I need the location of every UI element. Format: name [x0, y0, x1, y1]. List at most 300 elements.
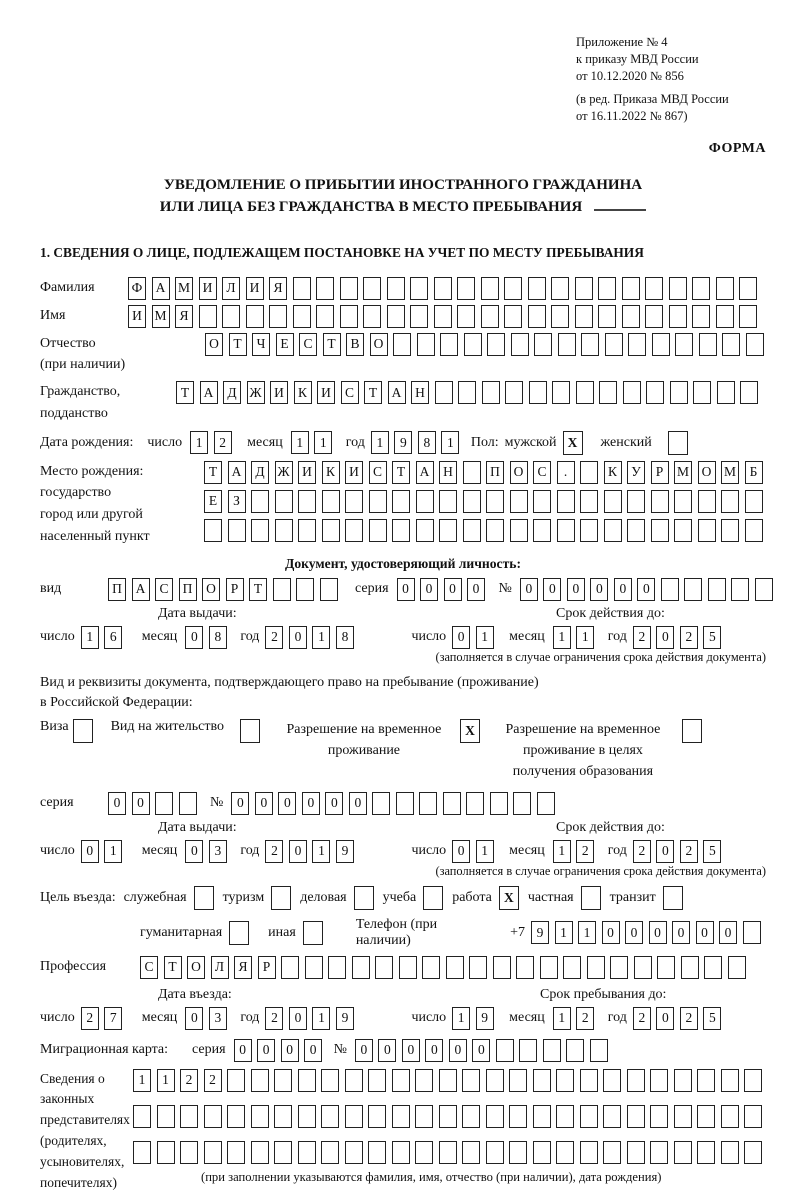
char-cell[interactable] [321, 1141, 339, 1164]
char-cell[interactable] [396, 792, 414, 815]
char-cell[interactable] [322, 490, 340, 513]
char-cell[interactable]: О [187, 956, 205, 979]
char-cell[interactable]: К [322, 461, 340, 484]
char-cell[interactable]: 3 [209, 1007, 227, 1030]
char-cell[interactable]: 7 [104, 1007, 122, 1030]
char-cell[interactable] [519, 1039, 537, 1062]
char-cell[interactable] [580, 1105, 598, 1128]
char-cell[interactable] [650, 1141, 668, 1164]
char-cell[interactable]: Л [211, 956, 229, 979]
char-cell[interactable] [675, 333, 693, 356]
char-cell[interactable]: С [155, 578, 173, 601]
char-cell[interactable]: Т [229, 333, 247, 356]
char-cell[interactable] [393, 333, 411, 356]
char-cell[interactable] [464, 333, 482, 356]
char-cell[interactable] [251, 1069, 269, 1092]
char-cell[interactable] [439, 1105, 457, 1128]
char-cell[interactable]: 2 [680, 840, 698, 863]
char-cell[interactable] [697, 1105, 715, 1128]
char-cell[interactable]: 1 [553, 840, 571, 863]
char-cell[interactable] [392, 1069, 410, 1092]
char-cell[interactable] [481, 277, 499, 300]
char-cell[interactable] [627, 490, 645, 513]
char-cell[interactable]: С [533, 461, 551, 484]
char-cell[interactable]: 1 [441, 431, 459, 454]
char-cell[interactable]: О [370, 333, 388, 356]
char-cell[interactable]: 0 [302, 792, 320, 815]
char-cell[interactable]: Е [204, 490, 222, 513]
char-cell[interactable] [251, 519, 269, 542]
char-cell[interactable] [510, 490, 528, 513]
char-cell[interactable] [605, 333, 623, 356]
char-cell[interactable] [227, 1141, 245, 1164]
char-cell[interactable]: 3 [209, 840, 227, 863]
purpose-private-checkbox[interactable] [581, 886, 601, 910]
char-cell[interactable] [623, 381, 641, 404]
char-cell[interactable]: 0 [185, 840, 203, 863]
char-cell[interactable] [340, 305, 358, 328]
char-cell[interactable]: 9 [394, 431, 412, 454]
char-cell[interactable]: 8 [209, 626, 227, 649]
char-cell[interactable]: А [228, 461, 246, 484]
char-cell[interactable] [670, 381, 688, 404]
char-cell[interactable]: Т [249, 578, 267, 601]
char-cell[interactable] [463, 490, 481, 513]
char-cell[interactable]: П [179, 578, 197, 601]
char-cell[interactable] [439, 1069, 457, 1092]
char-cell[interactable] [504, 305, 522, 328]
char-cell[interactable] [293, 277, 311, 300]
char-cell[interactable] [575, 277, 593, 300]
char-cell[interactable] [387, 277, 405, 300]
char-cell[interactable]: 9 [476, 1007, 494, 1030]
char-cell[interactable] [516, 956, 534, 979]
char-cell[interactable]: А [200, 381, 218, 404]
char-cell[interactable]: 0 [614, 578, 632, 601]
sex-male-checkbox[interactable]: X [563, 431, 583, 455]
char-cell[interactable]: О [510, 461, 528, 484]
char-cell[interactable] [375, 956, 393, 979]
purpose-business-checkbox[interactable] [194, 886, 214, 910]
char-cell[interactable] [496, 1039, 514, 1062]
char-cell[interactable] [622, 277, 640, 300]
char-cell[interactable]: 2 [576, 1007, 594, 1030]
char-cell[interactable] [721, 1105, 739, 1128]
char-cell[interactable] [298, 490, 316, 513]
char-cell[interactable] [509, 1105, 527, 1128]
char-cell[interactable] [493, 956, 511, 979]
char-cell[interactable]: 0 [132, 792, 150, 815]
char-cell[interactable] [274, 1141, 292, 1164]
char-cell[interactable]: . [557, 461, 575, 484]
char-cell[interactable] [627, 1069, 645, 1092]
char-cell[interactable] [466, 792, 484, 815]
char-cell[interactable]: Т [323, 333, 341, 356]
char-cell[interactable] [513, 792, 531, 815]
char-cell[interactable] [227, 1105, 245, 1128]
char-cell[interactable] [204, 519, 222, 542]
char-cell[interactable] [227, 1069, 245, 1092]
char-cell[interactable] [580, 1141, 598, 1164]
char-cell[interactable]: 1 [576, 626, 594, 649]
char-cell[interactable] [731, 578, 749, 601]
char-cell[interactable] [434, 277, 452, 300]
char-cell[interactable] [697, 1141, 715, 1164]
char-cell[interactable]: О [202, 578, 220, 601]
char-cell[interactable] [721, 490, 739, 513]
char-cell[interactable] [533, 490, 551, 513]
char-cell[interactable]: 2 [265, 1007, 283, 1030]
char-cell[interactable]: 0 [696, 921, 714, 944]
char-cell[interactable] [657, 956, 675, 979]
char-cell[interactable]: 6 [104, 626, 122, 649]
char-cell[interactable] [345, 519, 363, 542]
char-cell[interactable]: Т [364, 381, 382, 404]
char-cell[interactable] [368, 1141, 386, 1164]
purpose-humanitarian-checkbox[interactable] [229, 921, 249, 945]
char-cell[interactable]: 0 [402, 1039, 420, 1062]
char-cell[interactable] [603, 1141, 621, 1164]
char-cell[interactable] [669, 305, 687, 328]
char-cell[interactable] [650, 1069, 668, 1092]
char-cell[interactable] [528, 305, 546, 328]
char-cell[interactable] [340, 277, 358, 300]
char-cell[interactable]: 2 [81, 1007, 99, 1030]
char-cell[interactable]: 2 [633, 1007, 651, 1030]
char-cell[interactable]: 5 [703, 626, 721, 649]
char-cell[interactable]: 1 [553, 1007, 571, 1030]
char-cell[interactable] [744, 1069, 762, 1092]
char-cell[interactable] [509, 1141, 527, 1164]
char-cell[interactable]: 0 [355, 1039, 373, 1062]
char-cell[interactable]: И [246, 277, 264, 300]
char-cell[interactable] [458, 381, 476, 404]
char-cell[interactable]: 0 [444, 578, 462, 601]
char-cell[interactable]: 0 [520, 578, 538, 601]
char-cell[interactable] [486, 1069, 504, 1092]
char-cell[interactable]: М [152, 305, 170, 328]
char-cell[interactable] [457, 305, 475, 328]
char-cell[interactable] [469, 956, 487, 979]
char-cell[interactable] [179, 792, 197, 815]
char-cell[interactable] [372, 792, 390, 815]
char-cell[interactable] [368, 1069, 386, 1092]
char-cell[interactable]: Б [745, 461, 763, 484]
char-cell[interactable]: Р [258, 956, 276, 979]
char-cell[interactable]: 5 [703, 840, 721, 863]
char-cell[interactable] [345, 1069, 363, 1092]
char-cell[interactable] [674, 519, 692, 542]
char-cell[interactable] [298, 519, 316, 542]
purpose-other-checkbox[interactable] [303, 921, 323, 945]
char-cell[interactable] [537, 792, 555, 815]
char-cell[interactable] [650, 1105, 668, 1128]
char-cell[interactable]: Т [204, 461, 222, 484]
char-cell[interactable]: 2 [633, 840, 651, 863]
char-cell[interactable]: И [298, 461, 316, 484]
char-cell[interactable]: 0 [467, 578, 485, 601]
char-cell[interactable] [345, 1141, 363, 1164]
char-cell[interactable] [462, 1141, 480, 1164]
char-cell[interactable] [598, 305, 616, 328]
visa-checkbox[interactable] [73, 719, 93, 743]
char-cell[interactable] [661, 578, 679, 601]
char-cell[interactable] [481, 305, 499, 328]
char-cell[interactable]: Д [251, 461, 269, 484]
char-cell[interactable] [415, 1105, 433, 1128]
char-cell[interactable] [446, 956, 464, 979]
char-cell[interactable] [746, 333, 764, 356]
char-cell[interactable] [651, 490, 669, 513]
char-cell[interactable]: 1 [476, 840, 494, 863]
char-cell[interactable] [721, 1069, 739, 1092]
char-cell[interactable] [587, 956, 605, 979]
char-cell[interactable] [462, 1069, 480, 1092]
char-cell[interactable] [610, 956, 628, 979]
char-cell[interactable] [392, 1105, 410, 1128]
char-cell[interactable] [717, 381, 735, 404]
char-cell[interactable]: 0 [449, 1039, 467, 1062]
char-cell[interactable] [728, 956, 746, 979]
char-cell[interactable] [439, 519, 457, 542]
char-cell[interactable] [298, 1105, 316, 1128]
char-cell[interactable] [744, 1141, 762, 1164]
char-cell[interactable] [399, 956, 417, 979]
char-cell[interactable]: 1 [81, 626, 99, 649]
char-cell[interactable]: 0 [425, 1039, 443, 1062]
char-cell[interactable] [745, 519, 763, 542]
char-cell[interactable]: Е [276, 333, 294, 356]
char-cell[interactable] [352, 956, 370, 979]
char-cell[interactable]: С [369, 461, 387, 484]
char-cell[interactable] [598, 277, 616, 300]
char-cell[interactable]: Т [176, 381, 194, 404]
char-cell[interactable]: Ф [128, 277, 146, 300]
char-cell[interactable]: М [721, 461, 739, 484]
char-cell[interactable]: 9 [336, 840, 354, 863]
char-cell[interactable] [622, 305, 640, 328]
char-cell[interactable] [556, 1069, 574, 1092]
char-cell[interactable] [739, 277, 757, 300]
char-cell[interactable]: 1 [314, 431, 332, 454]
purpose-study-checkbox[interactable] [423, 886, 443, 910]
char-cell[interactable] [533, 1105, 551, 1128]
char-cell[interactable] [674, 1141, 692, 1164]
char-cell[interactable]: И [128, 305, 146, 328]
char-cell[interactable] [486, 490, 504, 513]
char-cell[interactable] [557, 490, 575, 513]
char-cell[interactable] [669, 277, 687, 300]
char-cell[interactable]: О [698, 461, 716, 484]
purpose-work-checkbox[interactable]: X [499, 886, 519, 910]
char-cell[interactable] [439, 490, 457, 513]
char-cell[interactable]: 2 [180, 1069, 198, 1092]
residence-permit-checkbox[interactable] [240, 719, 260, 743]
char-cell[interactable]: П [486, 461, 504, 484]
char-cell[interactable] [316, 277, 334, 300]
char-cell[interactable] [275, 490, 293, 513]
char-cell[interactable] [222, 305, 240, 328]
char-cell[interactable]: 2 [204, 1069, 222, 1092]
char-cell[interactable] [645, 305, 663, 328]
char-cell[interactable]: Я [175, 305, 193, 328]
char-cell[interactable] [533, 1069, 551, 1092]
char-cell[interactable] [627, 519, 645, 542]
char-cell[interactable] [305, 956, 323, 979]
char-cell[interactable] [681, 956, 699, 979]
char-cell[interactable] [627, 1105, 645, 1128]
char-cell[interactable] [133, 1141, 151, 1164]
char-cell[interactable] [369, 490, 387, 513]
char-cell[interactable]: 0 [234, 1039, 252, 1062]
char-cell[interactable]: 0 [543, 578, 561, 601]
char-cell[interactable] [320, 578, 338, 601]
char-cell[interactable]: 0 [656, 1007, 674, 1030]
char-cell[interactable]: 2 [265, 626, 283, 649]
char-cell[interactable] [743, 921, 761, 944]
purpose-transit-checkbox[interactable] [663, 886, 683, 910]
char-cell[interactable] [298, 1141, 316, 1164]
char-cell[interactable]: 0 [602, 921, 620, 944]
char-cell[interactable] [199, 305, 217, 328]
char-cell[interactable]: 0 [108, 792, 126, 815]
char-cell[interactable]: 0 [349, 792, 367, 815]
char-cell[interactable]: С [299, 333, 317, 356]
char-cell[interactable] [251, 490, 269, 513]
char-cell[interactable] [482, 381, 500, 404]
char-cell[interactable] [557, 519, 575, 542]
char-cell[interactable]: З [228, 490, 246, 513]
char-cell[interactable]: К [604, 461, 622, 484]
char-cell[interactable]: 0 [81, 840, 99, 863]
char-cell[interactable]: И [199, 277, 217, 300]
char-cell[interactable] [603, 1105, 621, 1128]
char-cell[interactable] [293, 305, 311, 328]
char-cell[interactable] [281, 956, 299, 979]
char-cell[interactable]: Я [269, 277, 287, 300]
char-cell[interactable] [296, 578, 314, 601]
char-cell[interactable] [269, 305, 287, 328]
char-cell[interactable]: 1 [190, 431, 208, 454]
char-cell[interactable] [345, 490, 363, 513]
char-cell[interactable] [563, 956, 581, 979]
char-cell[interactable]: У [627, 461, 645, 484]
char-cell[interactable] [704, 956, 722, 979]
char-cell[interactable] [422, 956, 440, 979]
char-cell[interactable]: Д [223, 381, 241, 404]
char-cell[interactable]: 2 [633, 626, 651, 649]
char-cell[interactable]: А [416, 461, 434, 484]
char-cell[interactable] [457, 277, 475, 300]
char-cell[interactable] [462, 1105, 480, 1128]
char-cell[interactable]: 8 [336, 626, 354, 649]
char-cell[interactable] [603, 1069, 621, 1092]
char-cell[interactable]: Ж [275, 461, 293, 484]
char-cell[interactable]: 1 [312, 626, 330, 649]
char-cell[interactable]: 1 [104, 840, 122, 863]
char-cell[interactable] [410, 277, 428, 300]
char-cell[interactable]: С [341, 381, 359, 404]
char-cell[interactable]: И [317, 381, 335, 404]
char-cell[interactable] [566, 1039, 584, 1062]
char-cell[interactable] [504, 277, 522, 300]
char-cell[interactable] [556, 1141, 574, 1164]
char-cell[interactable]: 0 [281, 1039, 299, 1062]
char-cell[interactable]: 2 [680, 1007, 698, 1030]
char-cell[interactable]: 0 [289, 1007, 307, 1030]
char-cell[interactable] [443, 792, 461, 815]
char-cell[interactable]: Р [226, 578, 244, 601]
char-cell[interactable]: 0 [289, 840, 307, 863]
char-cell[interactable] [392, 490, 410, 513]
char-cell[interactable]: 1 [133, 1069, 151, 1092]
char-cell[interactable] [509, 1069, 527, 1092]
char-cell[interactable]: Ж [247, 381, 265, 404]
char-cell[interactable] [321, 1069, 339, 1092]
sex-female-checkbox[interactable] [668, 431, 688, 455]
char-cell[interactable] [363, 305, 381, 328]
char-cell[interactable] [155, 792, 173, 815]
char-cell[interactable] [273, 578, 291, 601]
char-cell[interactable]: 9 [531, 921, 549, 944]
char-cell[interactable] [604, 519, 622, 542]
char-cell[interactable]: Т [164, 956, 182, 979]
char-cell[interactable]: 0 [231, 792, 249, 815]
char-cell[interactable] [684, 578, 702, 601]
char-cell[interactable] [693, 381, 711, 404]
char-cell[interactable] [581, 333, 599, 356]
char-cell[interactable] [417, 333, 435, 356]
char-cell[interactable]: 0 [257, 1039, 275, 1062]
char-cell[interactable] [674, 490, 692, 513]
char-cell[interactable] [556, 1105, 574, 1128]
char-cell[interactable] [551, 277, 569, 300]
char-cell[interactable] [698, 519, 716, 542]
char-cell[interactable] [322, 519, 340, 542]
char-cell[interactable]: 0 [378, 1039, 396, 1062]
char-cell[interactable] [251, 1105, 269, 1128]
char-cell[interactable] [744, 1105, 762, 1128]
char-cell[interactable] [580, 519, 598, 542]
char-cell[interactable] [204, 1105, 222, 1128]
char-cell[interactable]: 0 [304, 1039, 322, 1062]
char-cell[interactable] [434, 305, 452, 328]
char-cell[interactable] [298, 1069, 316, 1092]
char-cell[interactable] [721, 519, 739, 542]
char-cell[interactable] [490, 792, 508, 815]
char-cell[interactable] [435, 381, 453, 404]
char-cell[interactable] [716, 277, 734, 300]
char-cell[interactable]: А [388, 381, 406, 404]
temp-residence-education-checkbox[interactable] [682, 719, 702, 743]
char-cell[interactable] [533, 519, 551, 542]
char-cell[interactable] [419, 792, 437, 815]
char-cell[interactable] [387, 305, 405, 328]
char-cell[interactable] [674, 1069, 692, 1092]
char-cell[interactable]: 0 [325, 792, 343, 815]
char-cell[interactable] [646, 381, 664, 404]
char-cell[interactable]: И [270, 381, 288, 404]
char-cell[interactable]: 0 [185, 626, 203, 649]
char-cell[interactable] [698, 490, 716, 513]
char-cell[interactable] [740, 381, 758, 404]
char-cell[interactable] [274, 1069, 292, 1092]
char-cell[interactable] [540, 956, 558, 979]
char-cell[interactable] [674, 1105, 692, 1128]
char-cell[interactable] [328, 956, 346, 979]
char-cell[interactable] [575, 305, 593, 328]
char-cell[interactable]: 1 [312, 1007, 330, 1030]
